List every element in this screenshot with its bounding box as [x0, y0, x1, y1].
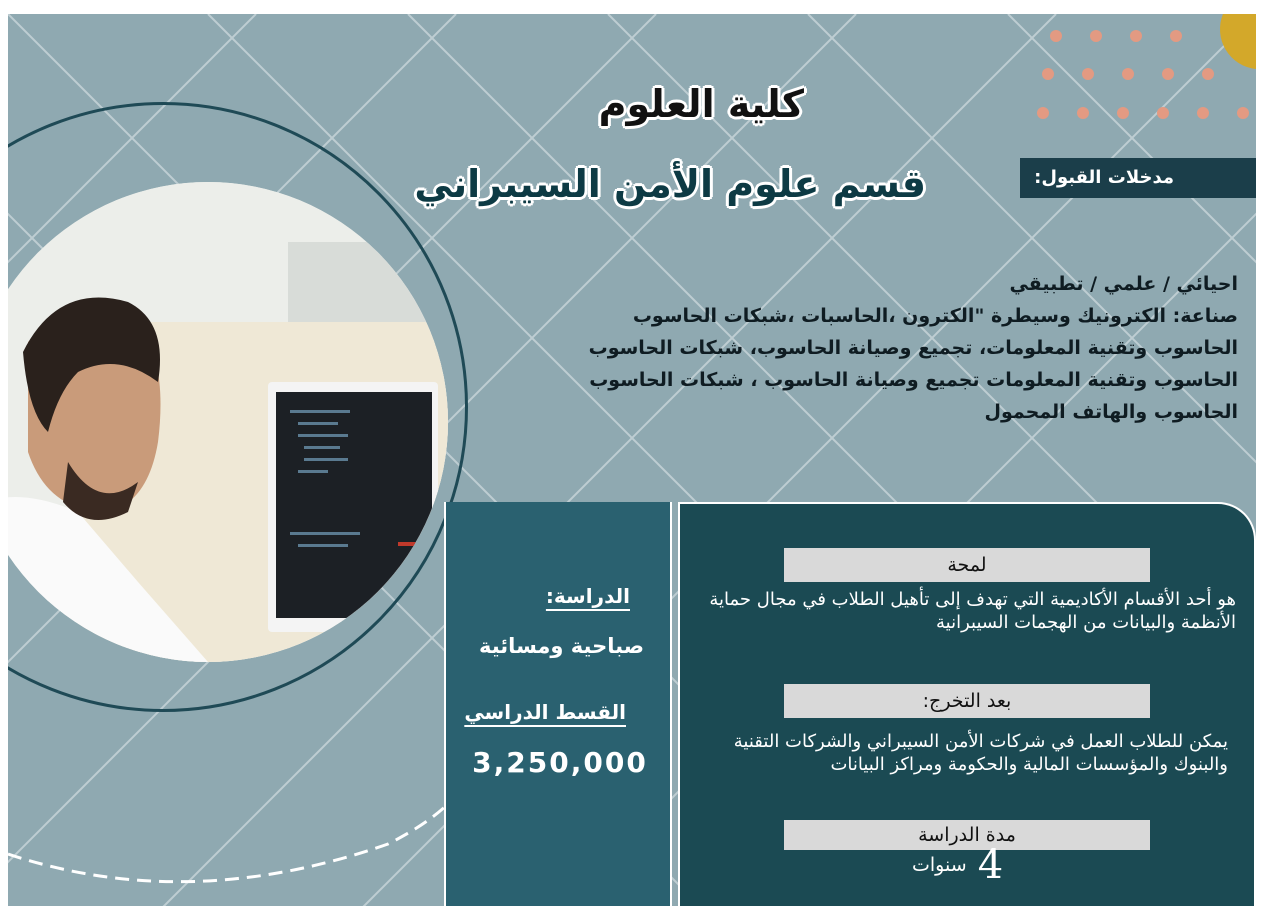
duration-heading: مدة الدراسة: [784, 820, 1150, 850]
admission-requirements: [478, 268, 1238, 428]
after-graduation-text: يمكن للطلاب العمل في شركات الأمن السيبراني والشركات التقنية والبنوك والمؤسسات المالية والحكومة ومراكز البيانات: [733, 731, 1228, 775]
department-title: قسم علوم الأمن السيبراني: [414, 162, 926, 206]
tuition-label: القسط الدراسي: [464, 700, 626, 724]
corner-arc-decoration: [1220, 14, 1256, 69]
info-panel: [678, 502, 1256, 906]
duration-value: 4: [977, 842, 1004, 888]
duration-display: [912, 842, 1003, 888]
study-type-label: الدراسة:: [545, 584, 630, 608]
overview-heading: لمحة: [784, 548, 1150, 582]
admission-line: احيائي / علمي / تطبيقي: [1009, 273, 1238, 295]
duration-unit: سنوات: [912, 854, 967, 876]
overview-text: هو أحد الأقسام الأكاديمية التي تهدف إلى تأهيل الطلاب في مجال حماية الأنظمة والبيانات من الهجمات السيبرانية: [709, 589, 1236, 633]
admission-line: الحاسوب والهاتف المحمول: [984, 401, 1238, 423]
study-panel: [444, 502, 672, 906]
admission-line: الحاسوب وتقنية المعلومات، تجميع وصيانة الحاسوب، شبكات الحاسوب: [588, 337, 1238, 359]
study-type-value: صباحية ومسائية: [478, 634, 644, 658]
admission-label: مدخلات القبول:: [1020, 158, 1256, 198]
poster: [8, 14, 1256, 906]
after-graduation-heading: بعد التخرج:: [784, 684, 1150, 718]
admission-line: صناعة: الكترونيك وسيطرة "الكترون ،الحاسبات ،شبكات الحاسوب: [632, 305, 1238, 327]
tuition-value: 3,250,000: [472, 746, 648, 779]
admission-line: الحاسوب وتقنية المعلومات تجميع وصيانة الحاسوب ، شبكات الحاسوب: [589, 369, 1238, 391]
college-title: كلية العلوم: [598, 82, 804, 126]
